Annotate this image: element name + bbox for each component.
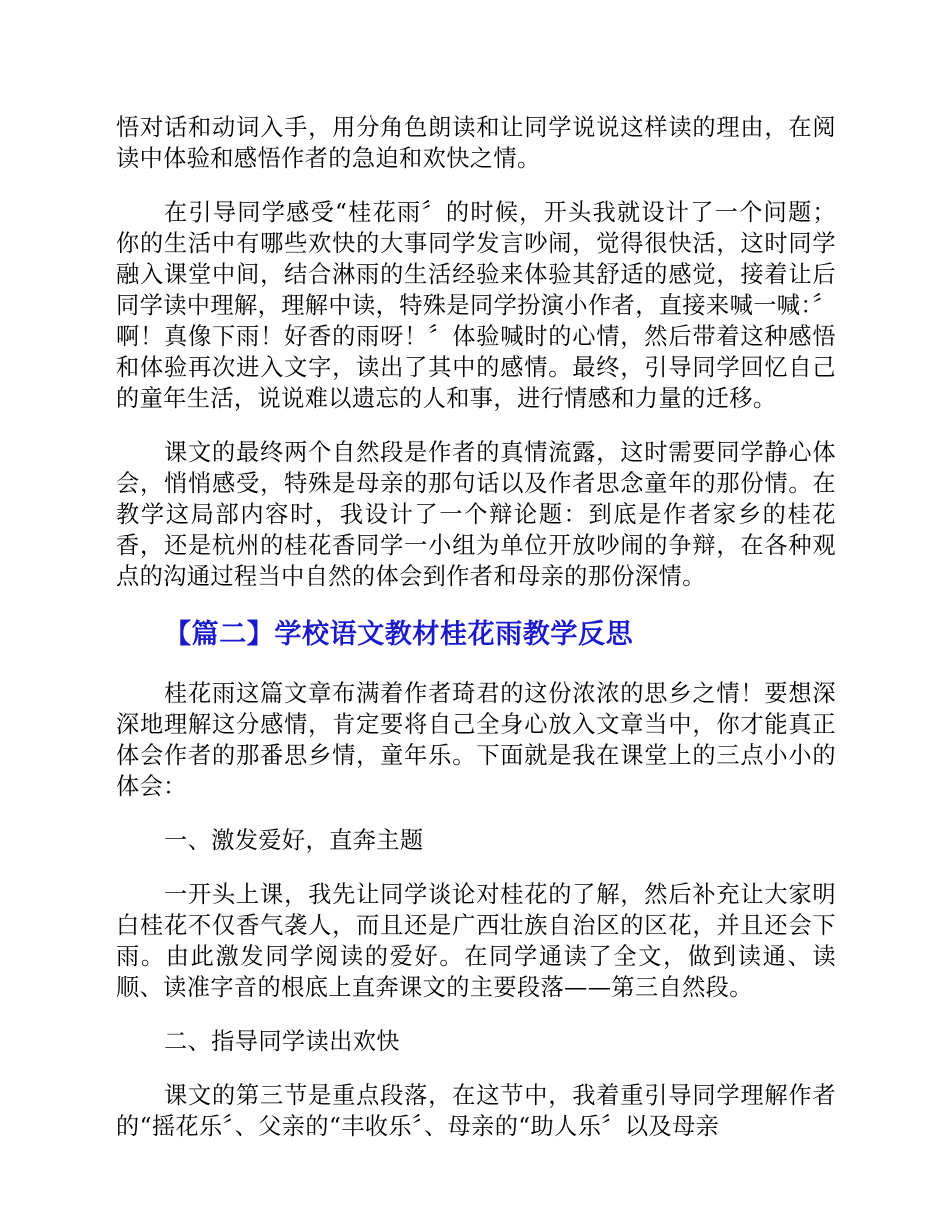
- paragraph-intro: 桂花雨这篇文章布满着作者琦君的这份浓浓的思乡之情！要想深深地理解这分感情，肯定要将自己全身心放入文章当中，你才能真正体会作者的那番思乡情，童年乐。下面就是我在课堂上的三点小小的体会：: [116, 680, 836, 800]
- paragraph-final-sections: 课文的最终两个自然段是作者的真情流露，这时需要同学静心体会，悄悄感受，特殊是母亲的那句话以及作者思念童年的那份情。在教学这局部内容时，我设计了一个辩论题：到底是作者家乡的桂花香，还是杭州的桂花香同学一小组为单位开放吵闹的争辩，在各种观点的沟通过程当中自然的体会到作者和母亲的那份深情。: [116, 439, 836, 590]
- document-body: [116, 112, 836, 1165]
- paragraph-lesson-start: 一开头上课，我先让同学谈论对桂花的了解，然后补充让大家明白桂花不仅香气袭人，而且还是广西壮族自治区的区花，并且还会下雨。由此激发同学阅读的爱好。在同学通读了全文，做到读通、读顺、读准字音的根底上直奔课文的主要段落——第三自然段。: [116, 881, 836, 1001]
- subheading-one: 一、激发爱好，直奔主题: [164, 827, 424, 854]
- paragraph-guiding-rain: 在引导同学感受“桂花雨〞的时候，开头我就设计了一个问题；你的生活中有哪些欢快的大事同学发言吵闹，觉得很快活，这时同学融入课堂中间，结合淋雨的生活经验来体验其舒适的感觉，接着让后同学读中理解，理解中读，特殊是同学扮演小作者，直接来喊一喊：〞啊！真像下雨！好香的雨呀！〞体验喊时的心情，然后带着这种感悟和体验再次进入文字，读出了其中的感情。最终，引导同学回忆自己的童年生活，说说难以遗忘的人和事，进行情感和力量的迁移。: [116, 199, 836, 412]
- section-heading: 【篇二】学校语文教材桂花雨教学反思: [164, 619, 634, 650]
- paragraph-continuation: 悟对话和动词入手，用分角色朗读和让同学说说这样读的理由，在阅读中体验和感悟作者的急迫和欢快之情。: [116, 114, 836, 172]
- subheading-two: 二、指导同学读出欢快: [164, 1028, 400, 1055]
- paragraph-third-section: 课文的第三节是重点段落，在这节中，我着重引导同学理解作者的“摇花乐〞、父亲的“丰收乐〞、母亲的“助人乐〞以及母亲: [116, 1082, 836, 1140]
